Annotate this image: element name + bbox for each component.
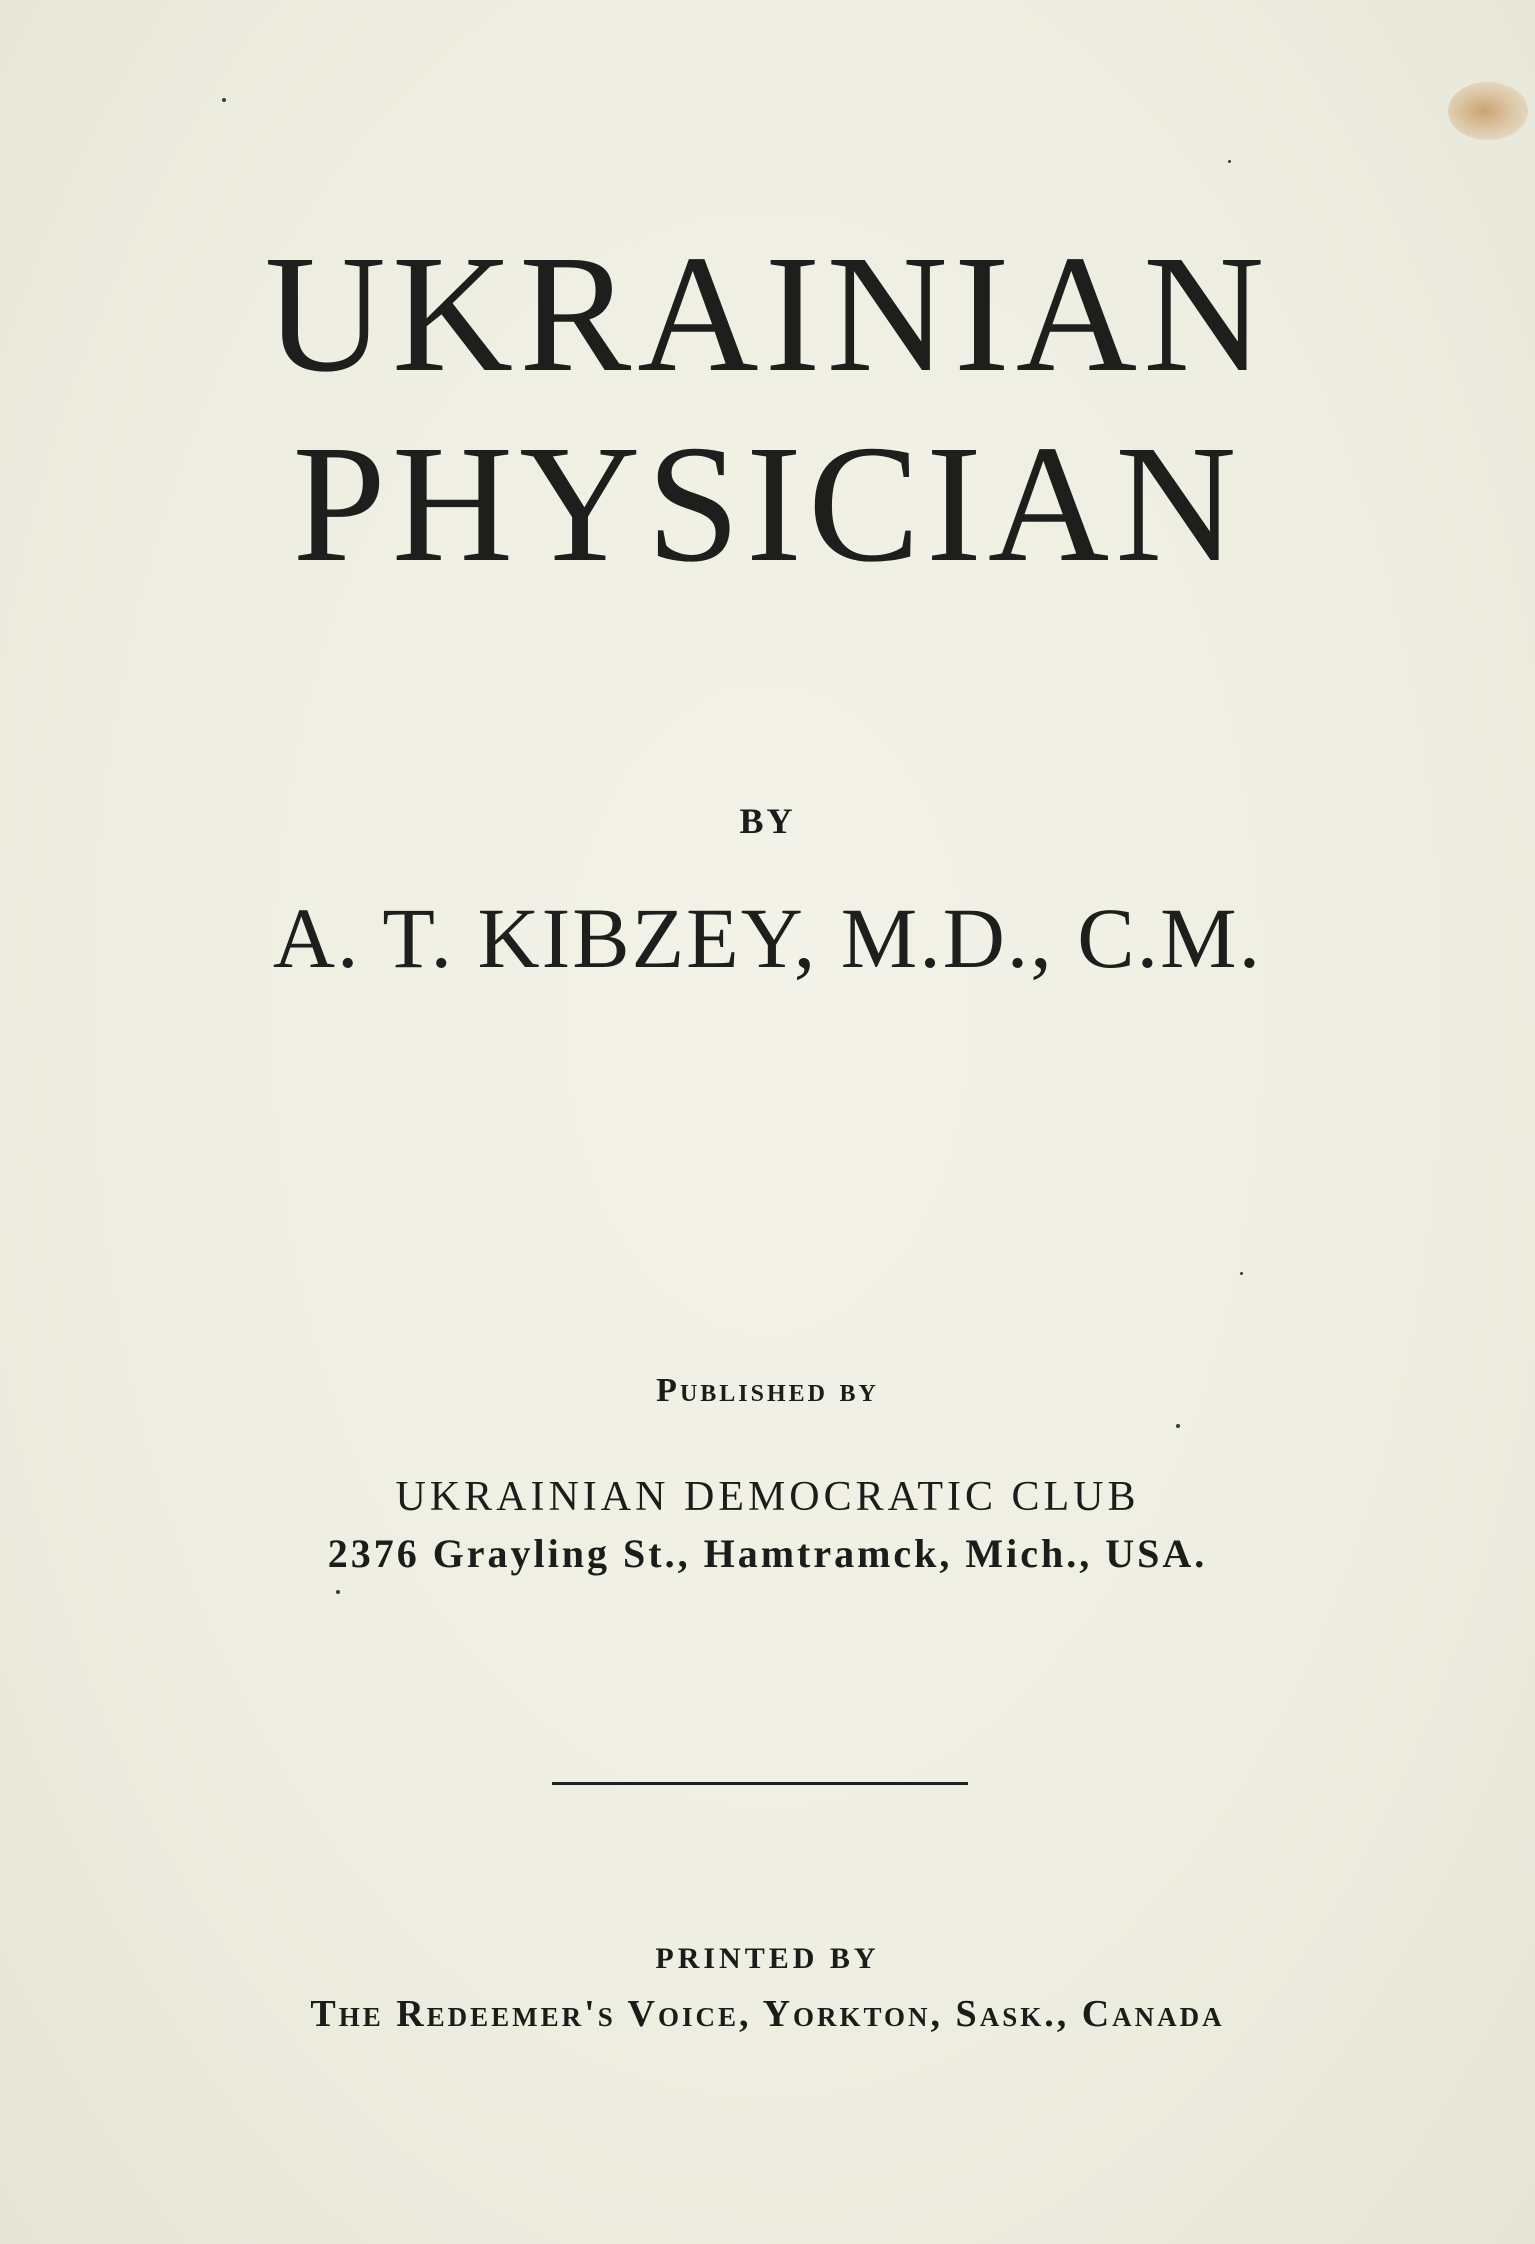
- paper-stain: [1448, 82, 1528, 140]
- book-title-line-1: UKRAINIAN: [264, 221, 1271, 407]
- divider-rule: [552, 1782, 968, 1785]
- publisher-name: UKRAINIAN DEMOCRATIC CLUB: [395, 1474, 1140, 1520]
- book-title-line-2: PHYSICIAN: [292, 411, 1243, 597]
- by-label: BY: [739, 801, 796, 841]
- published-by-label: Published by: [656, 1372, 879, 1409]
- paper-speck: [336, 1590, 340, 1594]
- publisher-address: 2376 Grayling St., Hamtramck, Mich., USA.: [327, 1531, 1208, 1576]
- printed-by-label: PRINTED BY: [655, 1942, 880, 1975]
- printer-name: The Redeemer's Voice, Yorkton, Sask., Canada: [310, 1993, 1225, 2035]
- paper-speck: [222, 98, 226, 102]
- paper-speck: [1240, 1272, 1243, 1275]
- paper-speck: [1228, 160, 1231, 163]
- paper-speck: [1176, 1424, 1180, 1428]
- author-name: A. T. KIBZEY, M.D., C.M.: [272, 890, 1263, 986]
